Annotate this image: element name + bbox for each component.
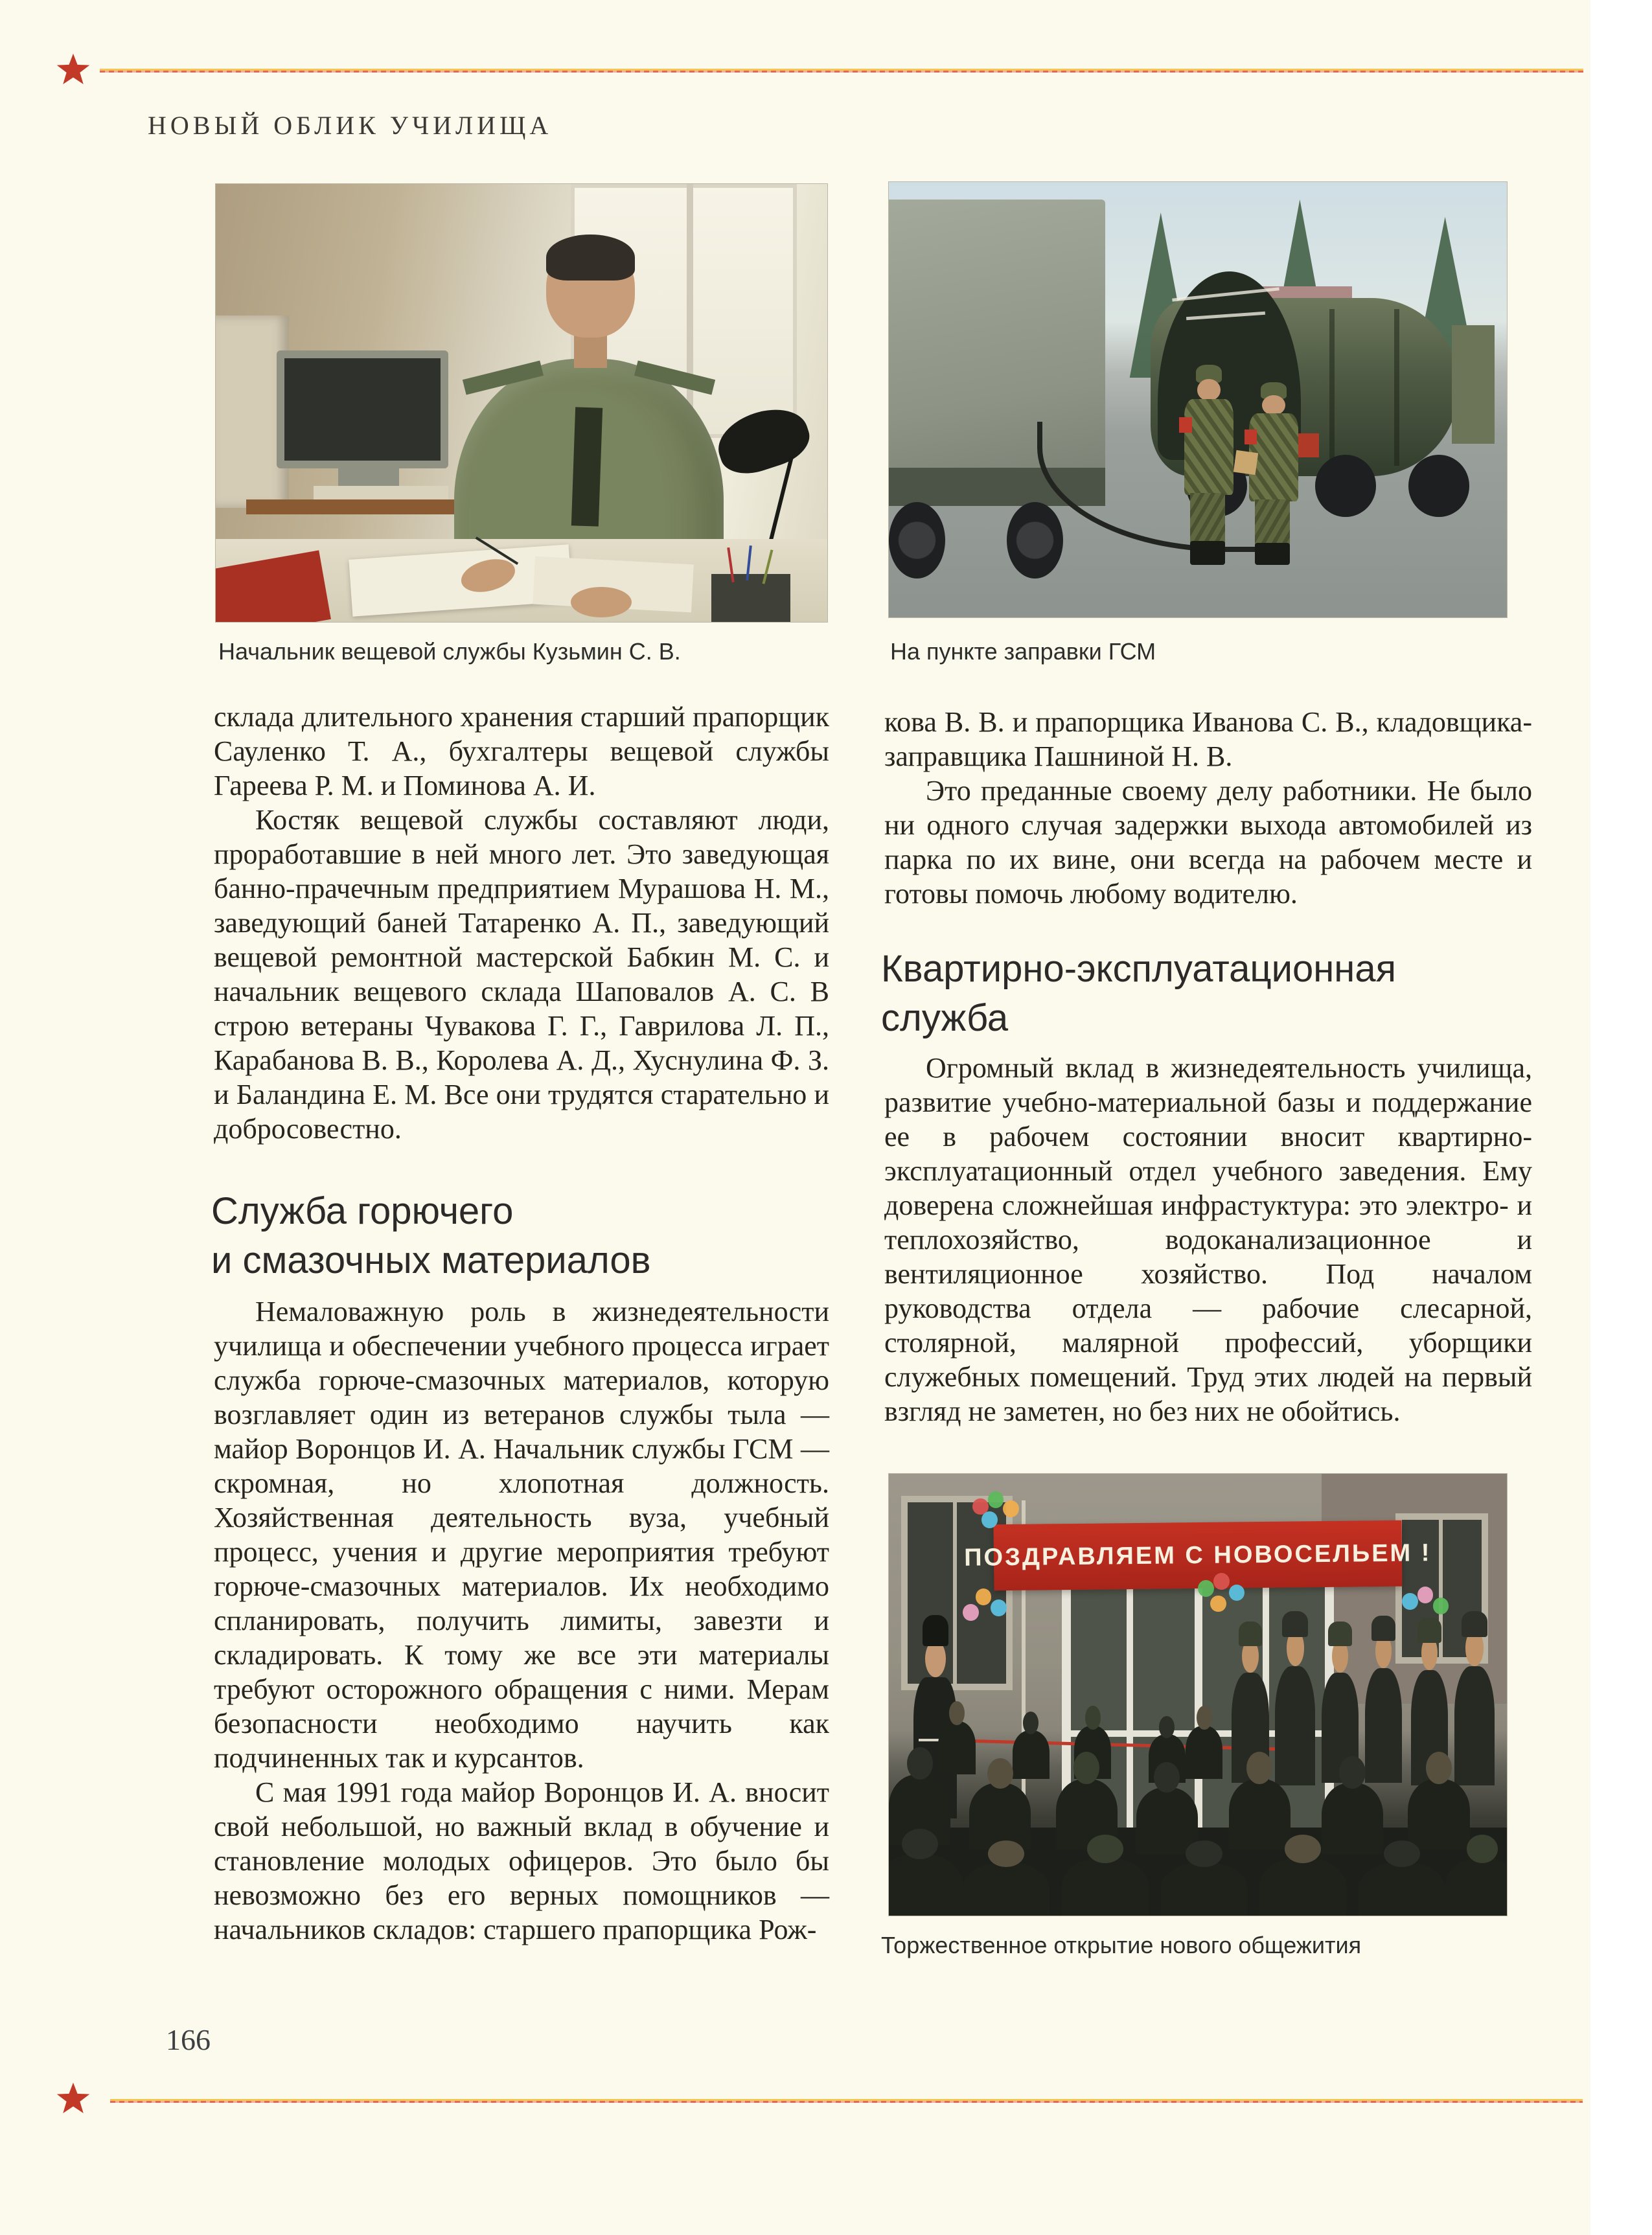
crowd-figure (969, 1783, 1031, 1849)
crowd-figure (1322, 1783, 1383, 1853)
hand (571, 587, 632, 617)
camo-jacket (1184, 399, 1233, 495)
red-armband (1179, 417, 1192, 433)
officer-figure (1365, 1668, 1402, 1783)
window-frame (953, 1496, 957, 1690)
soldier-figure (1245, 382, 1303, 565)
face (1197, 379, 1221, 401)
right-column-text (884, 705, 1532, 911)
heading-line: и смазочных материалов (211, 1239, 651, 1281)
crowd-figure (889, 1854, 963, 1916)
crowd-figure (1445, 1858, 1507, 1916)
top-rule (100, 69, 1583, 73)
door-frame (1127, 1549, 1133, 1850)
crowd-figure (1259, 1858, 1346, 1916)
crowd-figure (963, 1862, 1050, 1916)
crowd-figure (1408, 1779, 1469, 1850)
photo-caption: На пункте заправки ГСМ (890, 638, 1156, 665)
crowd-figure (1229, 1779, 1291, 1850)
crowd-figure (1186, 1726, 1222, 1779)
heading-line: служба (881, 997, 1009, 1039)
paragraph: Это преданные своему делу работники. Не было ни одного случая задержки выхода автомобилей из парка по их вине, они всегда на рабочем месте и готовы помочь любому водителю. (884, 775, 1532, 910)
star-icon-bottom (56, 2081, 91, 2117)
wheel (1007, 502, 1063, 579)
left-column-text (214, 1294, 829, 1947)
star-icon-top (56, 52, 91, 88)
paragraph: С мая 1991 года майор Воронцов И. А. вносит свой небольшой, но важный вклад в обучение и становление молодых офицеров. Это было бы невозможно без его верных помощников — начальников складов: старшего прапорщика Рож- (214, 1776, 829, 1945)
page-number: 166 (166, 2023, 211, 2056)
covered-truck (889, 200, 1105, 582)
photo-caption: Начальник вещевой службы Кузьмин С. В. (218, 638, 681, 665)
tank-hoop (1329, 309, 1335, 466)
running-header: НОВЫЙ ОБЛИК УЧИЛИЩА (148, 111, 553, 140)
congratulations-banner (964, 1520, 1432, 1591)
camo-trousers (1190, 493, 1225, 543)
paragraph: кова В. В. и прапорщика Иванова С. В., кладовщика-заправщика Пашниной Н. В. (884, 706, 1532, 772)
boots (1190, 541, 1225, 565)
crowd-figure (938, 1721, 975, 1774)
face (1262, 395, 1285, 415)
crowd-figure (1359, 1862, 1445, 1916)
officer-figure (1275, 1666, 1315, 1785)
bottom-rule (110, 2099, 1583, 2103)
photo-fuel-station (889, 182, 1507, 617)
paragraph: Немаловажную роль в жизнедеятельности училища и обеспечении учебного процесса играет служба горюче-смазочных материалов, которую возглавляет один из ветеранов службы тыла — майор Воронцов И. А. Начальник службы ГСМ — скромная, но хлопотная должность. Хозяйственная деятельность вуза, учебный процесс, учения и другие мероприятия требуют горюче-смазочных материалов. Их необходимо спланировать, получить лимиты, завезти и складировать. К тому же все эти материалы требуют осторожного обращения с ними. Мерам безопасности необходимо научить как подчиненных так и курсантов. (214, 1296, 829, 1774)
pen-cup (711, 574, 791, 622)
officer-hair (546, 235, 635, 281)
heading-line: Служба горючего (211, 1190, 514, 1232)
balloon (1210, 1596, 1226, 1612)
officer-figure (1454, 1666, 1495, 1785)
crowd-figure (1062, 1858, 1149, 1916)
officer-tie (571, 407, 603, 526)
photo-officer-desk (216, 184, 827, 622)
section-heading-housing-service (881, 945, 1535, 1043)
balloon (1402, 1593, 1418, 1610)
balloon (1433, 1598, 1449, 1614)
wheel (889, 502, 945, 579)
window-frame (687, 184, 693, 438)
banner-text: ПОЗДРАВЛЯЕМ С НОВОСЕЛЬЕМ ! (964, 1539, 1432, 1572)
balloon (1003, 1500, 1019, 1517)
crowd-figure (1013, 1730, 1050, 1779)
keyboard (314, 486, 448, 499)
photo-dormitory-opening (889, 1474, 1507, 1916)
camo-trousers (1255, 499, 1290, 545)
photo-caption: Торжественное открытие нового общежития (881, 1932, 1362, 1958)
wheel (1315, 455, 1376, 517)
paragraph: Огромный вклад в жизнедеятельность училища, развитие учебно-материальной базы и поддержание ее в рабочем состоянии вносит квартирно-эксплуатационный отдел учебного заведения. Ему доверена сложнейшая инфрастуктура: это электро- и теплохозяйство, водоканализационное и вентиляционное хозяйство. Под началом руководства отдела — рабочие слесарной, столярной, малярной профессий, уборщики служебных помещений. Труд этих людей на первый взгляд не заметен, но без них не обойтись. (884, 1052, 1532, 1427)
balloon (981, 1511, 998, 1528)
clipboard (1233, 450, 1259, 475)
truck-cab (1452, 325, 1495, 444)
section-heading-fuel-service (211, 1187, 833, 1285)
soldier-figure (1179, 365, 1238, 565)
balloon (1213, 1573, 1230, 1590)
scan-margin (1590, 0, 1652, 2235)
monitor-stand (338, 468, 399, 486)
paragraph: склада длительного хранения старший прапорщик Сауленко Т. А., бухгалтеры вещевой службы Гареева Р. М. и Поминова А. И. (214, 701, 829, 801)
heading-line: Квартирно-эксплуатационная (881, 948, 1396, 990)
boots (1255, 543, 1290, 565)
balloon (1198, 1580, 1214, 1597)
tank-hoop (1394, 309, 1399, 466)
balloon (1417, 1587, 1434, 1603)
crowd-figure (1161, 1862, 1248, 1916)
red-armband (1245, 430, 1257, 444)
wheel (1408, 455, 1469, 517)
right-column-text (884, 1051, 1532, 1428)
crowd-figure (1136, 1787, 1198, 1853)
crt-monitor (277, 350, 448, 469)
desk-shelf (246, 499, 460, 515)
left-column-text (214, 700, 829, 1146)
paragraph: Костяк вещевой службы составляют люди, проработавшие в ней много лет. Это заведующая банно-прачечным предприятием Мурашова Н. М., заведующий баней Татаренко А. П., заведующий вещевой ремонтной мастерской Бабкин М. С. и начальник вещевого склада Шаповалов А. С. В строю ветераны Чувакова Г. Г., Гаврилова Л. П., Карабанова В. В., Королева А. Д., Хуснулина Ф. З. и Баландина Е. М. Все они трудятся старательно и добросовестно. (214, 804, 829, 1145)
